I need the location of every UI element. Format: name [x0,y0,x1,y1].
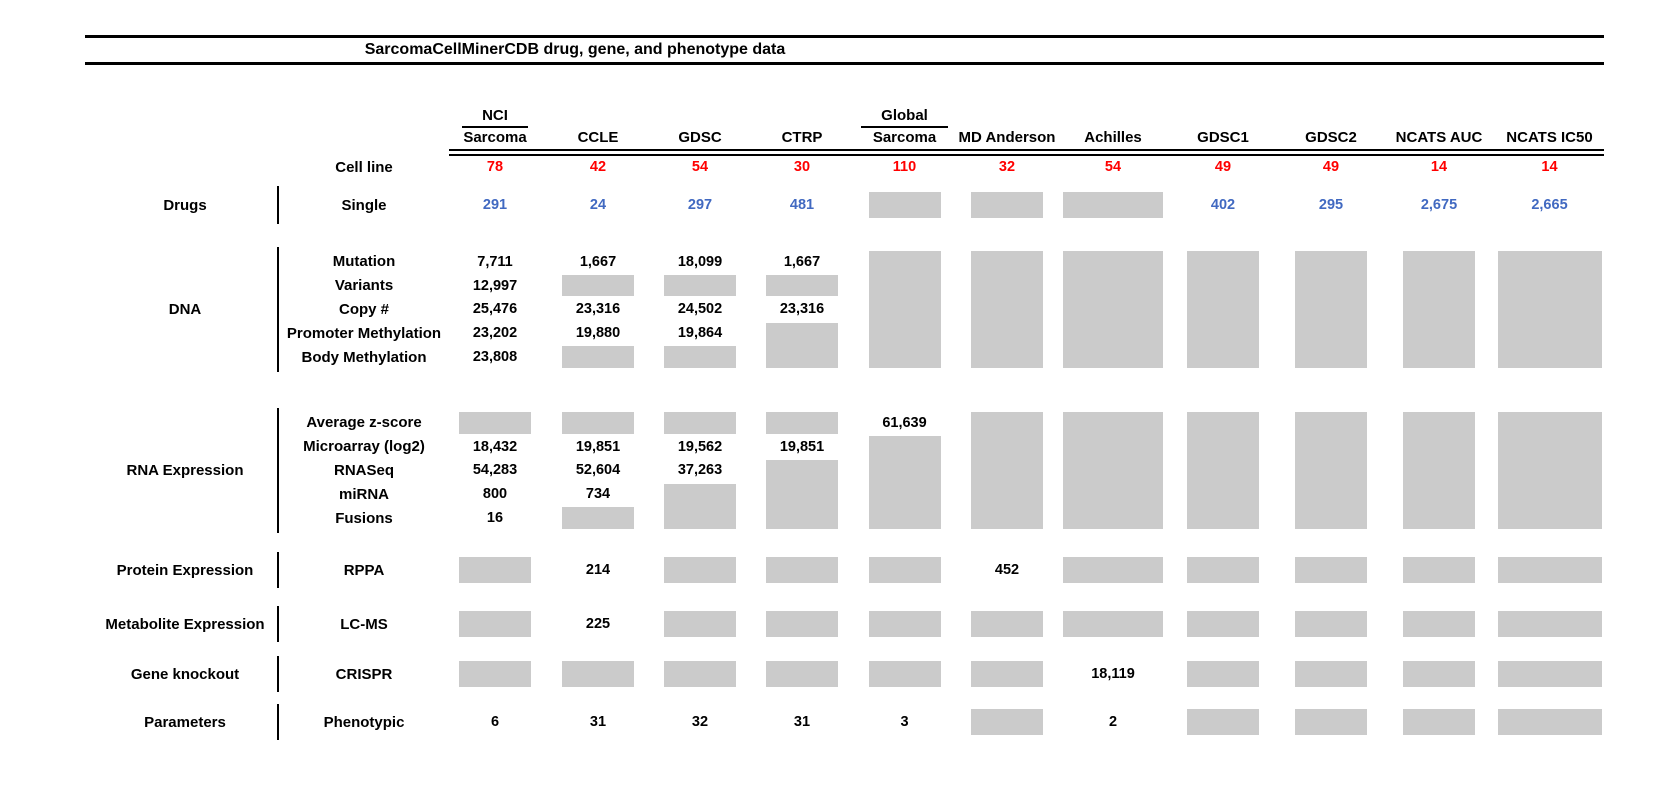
missing-data-box [869,251,941,368]
data-value: 23,316 [779,301,825,318]
data-value: 800 [482,486,508,503]
missing-data-box [1295,661,1367,687]
missing-data-box [1063,192,1163,218]
missing-data-box [869,661,941,687]
missing-data-box [766,460,838,529]
missing-data-box [766,611,838,637]
row-label: miRNA [338,485,389,503]
data-value: 1,667 [579,253,617,270]
data-value: 49 [1322,159,1340,175]
missing-data-box [971,611,1043,637]
missing-data-box [1295,709,1367,735]
section-gene-knockout [85,659,1605,689]
data-value: 18,432 [472,438,518,455]
column-header-label: Sarcoma [463,129,527,146]
data-value: 12,997 [472,277,518,294]
data-value: 37,263 [677,462,723,479]
missing-data-box [1498,557,1602,583]
missing-data-box [1063,251,1163,368]
missing-data-box [1187,661,1259,687]
missing-data-box [562,507,634,529]
column-header-label: Sarcoma [872,129,937,146]
data-value: 19,864 [677,325,723,342]
data-value: 481 [789,197,815,213]
column-header-label: GDSC2 [1305,129,1357,146]
missing-data-box [1187,557,1259,583]
group-label: DNA [168,301,202,318]
column-header-label: NCATS IC50 [1506,129,1593,146]
column-header-label: GDSC1 [1197,129,1249,146]
title-rule-top [85,35,1604,38]
data-value: 31 [589,714,607,730]
column-header-ncats-auc [1384,84,1494,148]
missing-data-box [1187,611,1259,637]
group-label: Parameters [144,713,226,731]
missing-data-box [971,412,1043,529]
missing-data-box [1403,709,1475,735]
missing-data-box [1498,661,1602,687]
data-value: 42 [589,159,607,175]
section-metabolite-expression [85,609,1605,639]
missing-data-box [869,557,941,583]
group-divider [277,704,279,740]
data-value: 19,880 [575,325,621,342]
missing-data-box [1403,412,1475,529]
missing-data-box [1498,251,1602,368]
missing-data-box [664,557,736,583]
data-value: 2,665 [1531,197,1568,213]
group-label: RNA Expression [126,462,244,479]
missing-data-box [971,251,1043,368]
group-divider [277,186,279,224]
row-label: Single [341,196,387,214]
column-header-top-label: Global [861,107,948,128]
column-header-label: CCLE [577,129,619,146]
group-divider [277,606,279,642]
data-value: 2 [1108,714,1118,730]
missing-data-box [869,192,941,218]
row-label: RNASeq [333,461,394,479]
missing-data-box [562,346,634,368]
data-value: 18,119 [1091,666,1135,682]
data-value: 291 [482,197,508,213]
missing-data-box [1403,661,1475,687]
missing-data-box [766,557,838,583]
data-value: 214 [585,562,611,578]
section-rna-expression [85,411,1605,530]
column-header-achilles [1058,84,1168,148]
missing-data-box [1498,709,1602,735]
missing-data-box [766,412,838,434]
missing-data-box [1063,611,1163,637]
group-label: Metabolite Expression [105,615,265,633]
data-value: 78 [486,159,504,175]
data-value: 2,675 [1420,197,1458,213]
column-header-global-sarcoma [853,84,956,148]
missing-data-box [664,484,736,529]
row-label: LC-MS [340,615,388,633]
missing-data-box [1295,611,1367,637]
missing-data-box [766,323,838,368]
missing-data-box [766,661,838,687]
data-value: 7,711 [477,253,513,270]
column-header-md-anderson [956,84,1058,148]
data-value: 61,639 [882,414,927,431]
missing-data-box [971,661,1043,687]
missing-data-box [1187,412,1259,529]
data-value: 1,667 [783,253,821,270]
column-header-ccle [547,84,649,148]
missing-data-box [562,661,634,687]
data-value: 54 [691,159,709,175]
group-divider [277,247,279,372]
missing-data-box [664,611,736,637]
data-value: 23,202 [472,325,518,342]
row-label: Average z-score [306,414,422,432]
row-label: Cell line [335,158,393,176]
column-header-label: MD Anderson [958,129,1056,146]
title-rule-bottom [85,62,1604,65]
data-value: 19,851 [779,438,825,455]
missing-data-box [459,611,531,637]
row-label: Variants [334,277,394,295]
data-value: 110 [892,159,917,175]
table-title: SarcomaCellMinerCDB drug, gene, and phenotype data [364,41,786,58]
column-header-row [85,84,1605,148]
data-value: 3 [900,714,909,730]
missing-data-box [971,709,1043,735]
group-label: Drugs [163,196,207,214]
data-value: 24 [589,197,607,213]
row-label: Copy # [338,300,389,318]
missing-data-box [664,275,736,297]
data-value: 295 [1318,197,1344,213]
data-value: 32 [998,159,1016,175]
data-value: 49 [1214,159,1232,175]
data-value: 23,316 [575,301,621,318]
data-value: 23,808 [472,349,518,366]
missing-data-box [1295,412,1367,529]
section-parameters [85,707,1605,737]
missing-data-box [1403,557,1475,583]
group-divider [277,656,279,692]
data-value: 14 [1541,159,1558,175]
data-value: 31 [793,714,811,730]
data-value: 452 [994,562,1020,578]
missing-data-box [664,661,736,687]
data-value: 54 [1104,159,1122,175]
group-divider [277,552,279,588]
missing-data-box [562,412,634,434]
missing-data-box [971,192,1043,218]
group-label: Protein Expression [116,561,254,579]
data-value: 30 [793,159,811,175]
data-value: 6 [490,714,500,730]
missing-data-box [664,346,736,368]
cell-line-row [85,154,1605,180]
group-label: Gene knockout [130,665,240,683]
data-value: 24,502 [677,301,723,318]
column-header-ncats-ic50 [1494,84,1605,148]
row-label: RPPA [343,561,385,579]
data-value: 225 [585,616,611,632]
row-label: CRISPR [335,665,393,683]
missing-data-box [459,661,531,687]
data-value: 402 [1210,197,1236,213]
data-value: 32 [691,714,709,730]
missing-data-box [562,275,634,297]
column-header-gdsc [649,84,751,148]
missing-data-box [869,611,941,637]
missing-data-box [1295,557,1367,583]
column-header-label: NCATS AUC [1395,129,1483,146]
row-label: Microarray (log2) [303,438,425,456]
missing-data-box [869,436,941,529]
row-label: Phenotypic [323,713,405,731]
data-value: 14 [1430,159,1448,175]
data-value: 18,099 [677,253,723,270]
section-drugs [85,189,1605,221]
missing-data-box [1063,557,1163,583]
column-header-label: GDSC [678,129,722,146]
data-value: 54,283 [472,462,518,479]
column-header-nci-sarcoma [443,84,547,148]
data-value: 19,851 [575,438,621,455]
column-header-top-label: NCI [462,107,528,128]
section-dna [85,250,1605,369]
column-header-gdsc2 [1278,84,1384,148]
missing-data-box [1403,611,1475,637]
section-protein-expression [85,555,1605,585]
data-value: 734 [585,486,611,503]
missing-data-box [1403,251,1475,368]
missing-data-box [1498,611,1602,637]
missing-data-box [1187,251,1259,368]
missing-data-box [766,275,838,297]
column-header-gdsc1 [1168,84,1278,148]
missing-data-box [1063,412,1163,529]
missing-data-box [1498,412,1602,529]
column-header-label: Achilles [1084,129,1142,146]
missing-data-box [459,412,531,434]
row-label: Fusions [335,509,393,527]
missing-data-box [664,412,736,434]
data-value: 52,604 [575,462,621,479]
missing-data-box [1187,709,1259,735]
column-header-label: CTRP [781,129,823,146]
column-header-ctrp [751,84,853,148]
row-label: Promoter Methylation [286,324,442,342]
missing-data-box [459,557,531,583]
data-value: 25,476 [472,301,518,318]
row-label: Body Methylation [301,348,427,366]
data-value: 297 [687,197,713,213]
missing-data-box [1295,251,1367,368]
row-label: Mutation [332,253,396,271]
group-divider [277,408,279,533]
data-value: 16 [486,510,504,527]
data-value: 19,562 [677,438,723,455]
